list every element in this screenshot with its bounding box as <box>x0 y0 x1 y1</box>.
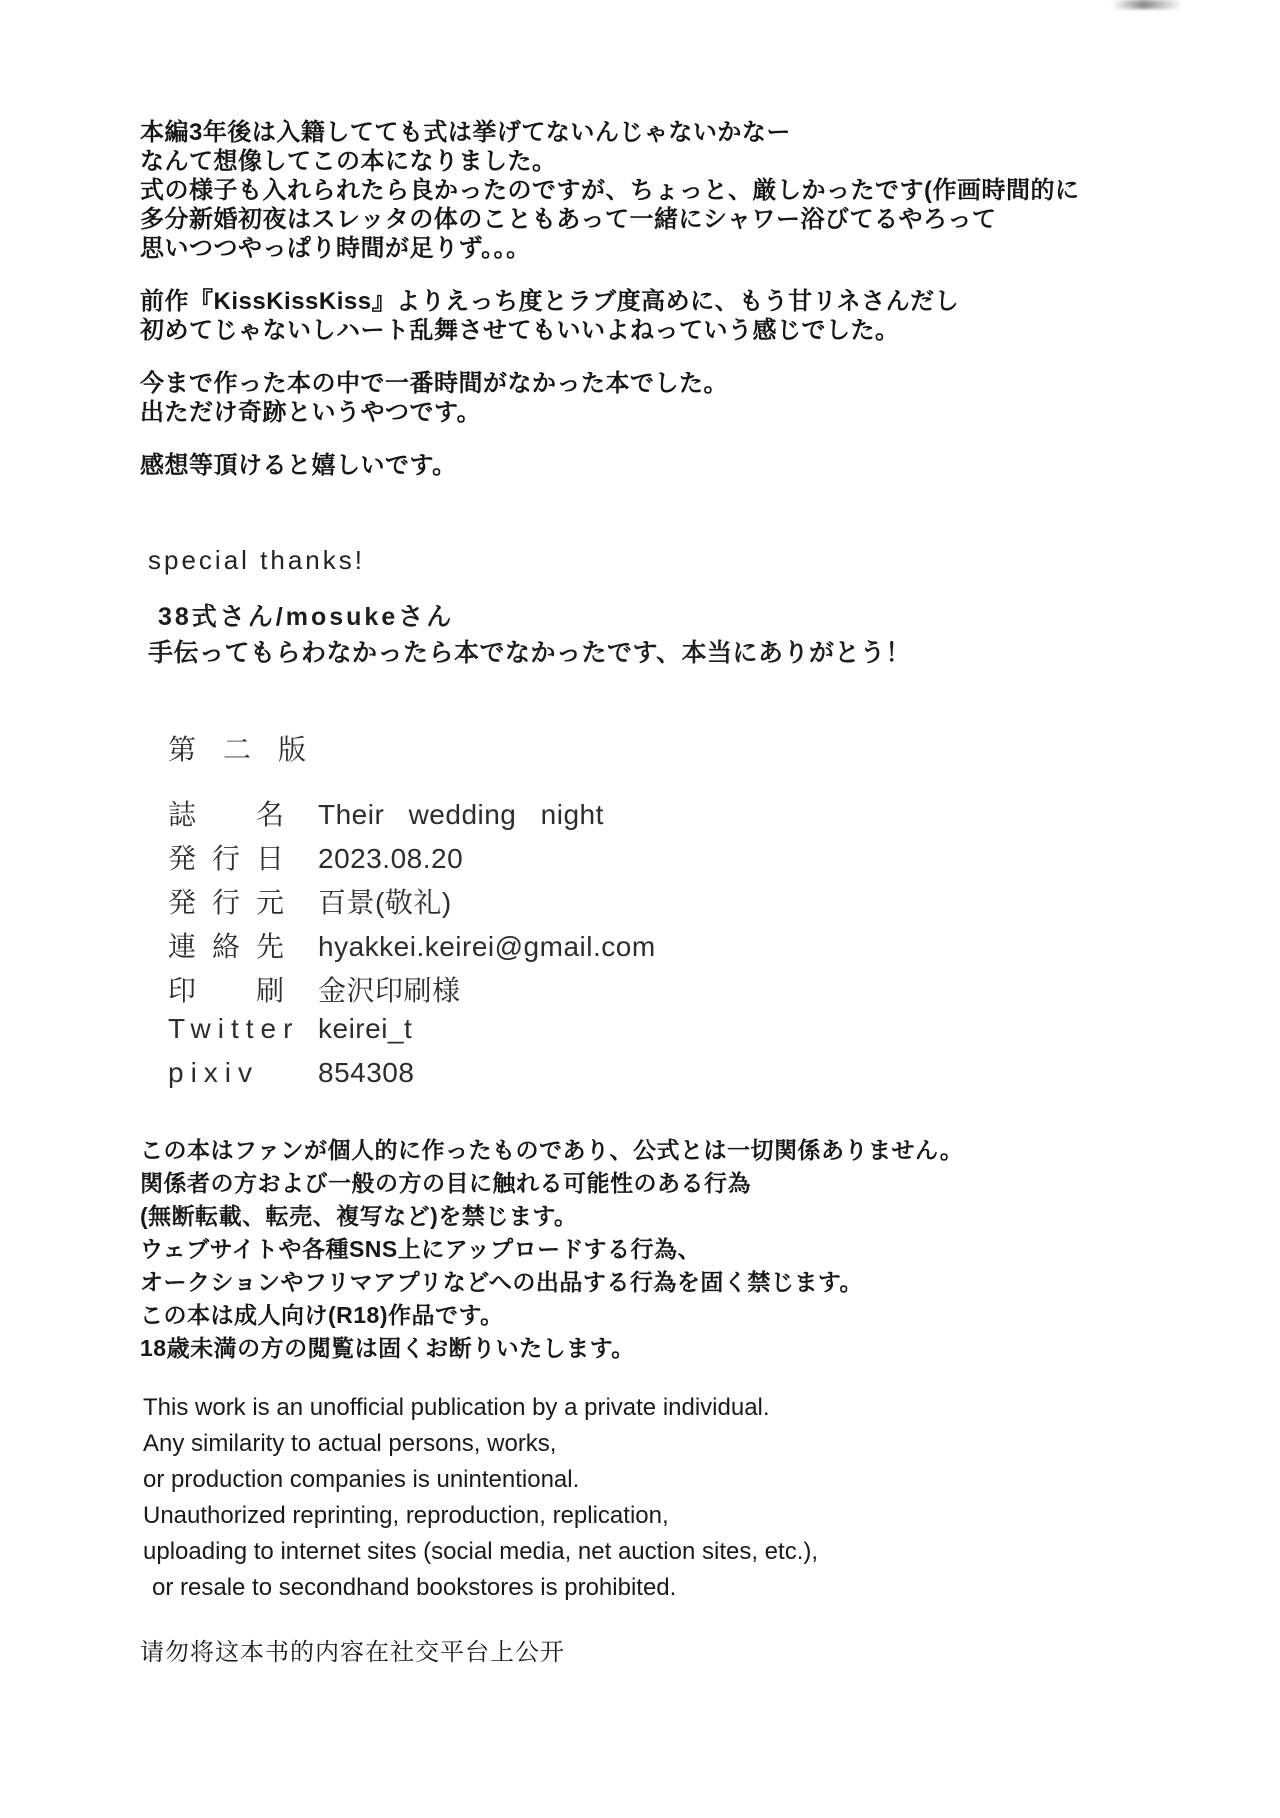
colophon-value-issue-date: 2023.08.20 <box>318 843 464 874</box>
afterword-paragraph-2 <box>140 287 1080 345</box>
colophon-row-title <box>168 793 656 837</box>
colophon-value-contact-email: hyakkei.keirei@gmail.com <box>318 931 656 962</box>
jp-disclaimer-line: オークションやフリマアプリなどへの出品する行為を固く禁じます。 <box>140 1269 863 1295</box>
afterword-line: なんて想像してこの本になりました。 <box>140 148 557 175</box>
afterword-paragraph-4 <box>140 451 1080 480</box>
colophon-row-twitter <box>168 1013 656 1057</box>
edition-label: 第二版 <box>168 734 306 765</box>
colophon-label-printer: 印刷 <box>168 975 284 1006</box>
colophon-row-issue-date <box>168 837 656 881</box>
en-disclaimer-line: uploading to internet sites (social media, net auction sites, etc.), <box>143 1538 819 1565</box>
afterword-line: 思いつつやっぱり時間が足りず。。。 <box>140 235 531 262</box>
en-disclaimer-line: or production companies is unintentional. <box>143 1466 580 1493</box>
afterword-paragraph-1 <box>140 118 1080 263</box>
colophon-value-twitter-handle: keirei_t <box>318 1013 413 1044</box>
colophon-row-printer <box>168 969 656 1013</box>
jp-disclaimer-line: (無断転載、転売、複写など)を禁じます。 <box>140 1203 578 1229</box>
afterword-line: 前作『KissKissKiss』よりえっち度とラブ度高めに、もう甘リネさんだし <box>140 288 960 315</box>
en-disclaimer-line: Unauthorized reprinting, reproduction, replication, <box>143 1502 669 1529</box>
colophon-row-contact <box>168 925 656 969</box>
jp-disclaimer-line: この本は成人向け(R18)作品です。 <box>140 1302 504 1328</box>
special-thanks-message: 手伝ってもらわなかったら本でなかったです、本当にありがとう！ <box>148 639 912 667</box>
colophon-row-pixiv <box>168 1057 656 1101</box>
en-disclaimer-line: This work is an unofficial publication by a private individual. <box>143 1394 770 1421</box>
colophon-value-pixiv-id: 854308 <box>318 1057 415 1088</box>
colophon-value-printer: 金沢印刷様 <box>318 975 461 1006</box>
jp-disclaimer-line: ウェブサイトや各種SNS上にアップロードする行為、 <box>140 1236 701 1262</box>
afterword-line: 多分新婚初夜はスレッタの体のこともあって一緒にシャワー浴びてるやろって <box>140 206 997 233</box>
colophon-label-pixiv: pixiv <box>168 1057 260 1088</box>
afterword-paragraph-3 <box>140 369 1080 427</box>
colophon-value-title: Their wedding night <box>318 799 604 830</box>
afterword-text <box>140 118 1080 480</box>
colophon-row-publisher <box>168 881 656 925</box>
special-thanks-names: 38式さん/mosukeさん <box>158 603 455 631</box>
jp-disclaimer <box>140 1134 963 1365</box>
jp-disclaimer-line: 18歳未満の方の閲覧は固くお断りいたします。 <box>140 1335 635 1361</box>
en-disclaimer-line: Any similarity to actual persons, works, <box>143 1430 557 1457</box>
afterword-line: 式の様子も入れられたら良かったのですが、ちょっと、厳しかったです(作画時間的に <box>140 177 1080 204</box>
scan-artifact <box>1112 0 1182 9</box>
en-disclaimer <box>143 1390 818 1606</box>
colophon-table <box>168 793 656 1101</box>
colophon-value-publisher: 百景(敬礼) <box>318 887 452 918</box>
afterword-line: 出ただけ奇跡というやつです。 <box>140 399 482 426</box>
colophon-label-publisher: 発行元 <box>168 887 284 918</box>
afterword-line: 今まで作った本の中で一番時間がなかった本でした。 <box>140 370 728 397</box>
colophon-label-twitter: Twitter <box>168 1013 300 1044</box>
afterword-line: 本編3年後は入籍してても式は挙げてないんじゃないかなー <box>140 119 791 146</box>
afterword-line: 感想等頂けると嬉しいです。 <box>140 452 457 479</box>
colophon-label-issue-date: 発行日 <box>168 843 284 874</box>
special-thanks-heading: special thanks! <box>148 545 365 575</box>
jp-disclaimer-line: この本はファンが個人的に作ったものであり、公式とは一切関係ありません。 <box>140 1137 964 1163</box>
colophon-label-contact: 連絡先 <box>168 931 284 962</box>
en-disclaimer-line: or resale to secondhand bookstores is prohibited. <box>152 1574 677 1601</box>
colophon-label-title: 誌名 <box>168 799 284 830</box>
jp-disclaimer-line: 関係者の方および一般の方の目に触れる可能性のある行為 <box>140 1170 751 1196</box>
zh-notice: 请勿将这本书的内容在社交平台上公开 <box>140 1639 565 1666</box>
afterword-line: 初めてじゃないしハート乱舞させてもいいよねっていう感じでした。 <box>140 317 900 344</box>
